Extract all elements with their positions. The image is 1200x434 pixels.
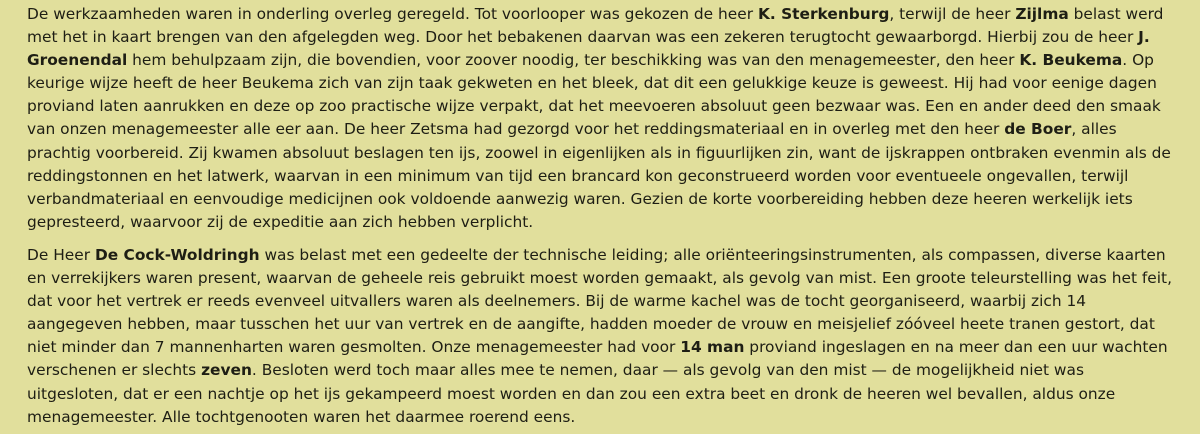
bold-name: zeven	[201, 361, 252, 380]
text-run: De Heer	[27, 245, 95, 264]
text-run: . Besloten werd toch maar alles mee te nemen, daar — als gevolg van den mist — de mogelijkheid niet was uitgesloten, dat er een nachtje op het ijs gekampeerd moest worden en dan zou een extra beet en dronk de heeren wel bevallen, aldus onze menagemeester. Alle tochtgenooten waren het daarmee roerend eens.	[27, 361, 1116, 426]
bold-name: de Boer	[1004, 120, 1072, 139]
text-run: proviand ingeslagen en na meer dan een uur wachten verschenen er slechts	[27, 338, 1168, 380]
text-run: De werkzaamheden waren in onderling overleg geregeld. Tot voorlooper was gekozen de heer	[27, 5, 758, 23]
bold-name: K. Sterkenburg	[757, 5, 890, 23]
text-run: hem behulpzaam zijn, die bovendien, voor zoover noodig, ter beschikking was van den menagemeester, den heer	[127, 51, 1020, 70]
text-run: . Op keurige wijze heeft de heer Beukema zich van zijn taak gekweten en het bleek, dat dit een gelukkige keuze is geweest. Hij had voor eenige dagen proviand laten aanrukken en deze op zoo practische wijze verpakt, dat het meevoeren absoluut geen bezwaar was. Een en ander deed den smaak van onzen menagemeester alle eer aan. De heer Zetsma had gezorgd voor het reddingsmateriaal en in overleg met den heer	[27, 51, 1161, 139]
bold-name: J. Groenendal	[27, 28, 1150, 70]
paragraph-2	[27, 244, 1177, 429]
article-body	[27, 3, 1177, 429]
paragraph-1	[27, 3, 1177, 234]
text-run: , alles prachtig voorbereid. Zij kwamen absoluut beslagen ten ijs, zoowel in eigenlijken als in figuurlijken zin, want de ijskrappen ontbraken evenmin als de reddingstonnen en het latwerk, waarvan in een minimum van tijd een brancard kon geconstrueerd worden voor eventueele ongevallen, terwijl verbandmateriaal en eenvoudige medicijnen ook voldoende aanwezig waren. Gezien de korte voorbereiding hebben deze heeren werkelijk iets gepresteerd, waarvoor zij de expeditie aan zich hebben verplicht.	[27, 120, 1171, 231]
bold-name: De Cock-Woldringh	[94, 245, 260, 264]
text-run: belast werd met het in kaart brengen van den afgelegden weg. Door het bebakenen daarvan was een zekeren terugtocht gewaarborgd. Hierbij zou de heer	[27, 5, 1164, 47]
bold-name: K. Beukema	[1019, 51, 1123, 70]
bold-name: 14 man	[680, 338, 745, 357]
text-run: was belast met een gedeelte der technische leiding; alle oriënteeringsinstrumenten, als compassen, diverse kaarten en verrekijkers waren present, waarvan de geheele reis gebruikt moest worden gemaakt, als gevolg van mist. Een groote teleurstelling was het feit, dat voor het vertrek er reeds evenveel uitvallers waren als deelnemers. Bij de warme kachel was de tocht georganiseerd, waarbij zich 14 aangegeven hebben, maar tusschen het uur van vertrek en de aangifte, hadden moeder de vrouw en meisjelief zóóveel heete tranen gestort, dat niet minder dan 7 mannenharten waren gesmolten. Onze menagemeester had voor	[27, 245, 1172, 357]
bold-name: Zijlma	[1015, 5, 1069, 23]
text-run: , terwijl de heer	[889, 5, 1016, 23]
